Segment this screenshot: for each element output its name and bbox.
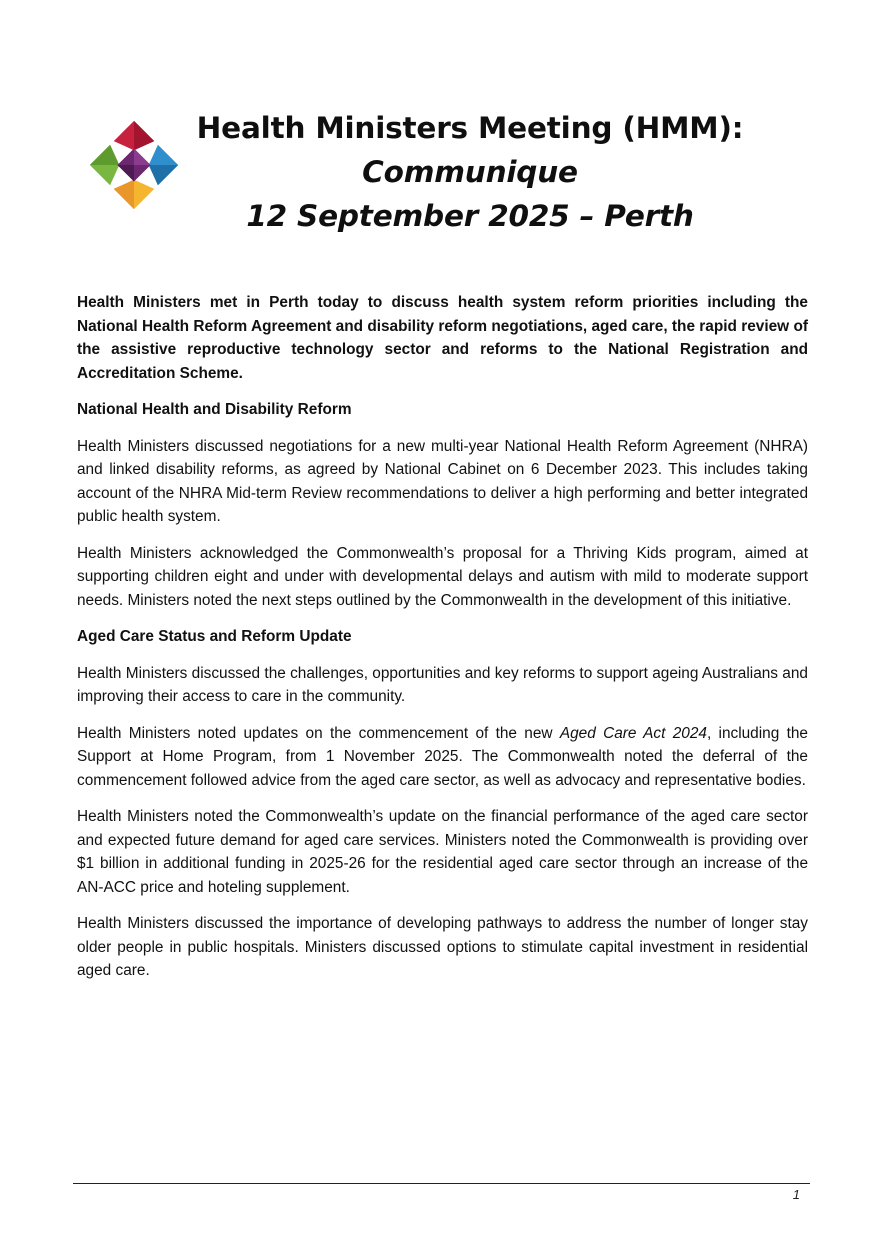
logo-top-shade [134,121,154,150]
paragraph [77,722,808,793]
logo-center-shade [134,148,151,165]
paragraph-text: Health Ministers noted updates on the commencement of the new [77,724,560,742]
paragraph: Health Ministers noted the Commonwealth’s update on the financial performance of the aged care sector and expected future demand for aged care services. Ministers noted the Commonwealth is providing over $1 billion in additional funding in 2025-26 for the residential aged care sector through an increase of the AN-ACC price and hoteling supplement. [77,808,808,896]
meeting-date-location: 12 September 2025 – Perth [246,199,694,233]
page-title [195,106,745,238]
paragraph: Health Ministers discussed the importance of developing pathways to address the number of longer stay older people in public hospitals. Ministers discussed options to stimulate capital investment in residential aged care. [77,915,808,979]
paragraph: Health Ministers acknowledged the Commonwealth’s proposal for a Thriving Kids program, aimed at supporting children eight and under with developmental delays and autism with mild to moderate support needs. Ministers noted the next steps outlined by the Commonwealth in the development of this initiative. [77,544,808,609]
lead-paragraph: Health Ministers met in Perth today to discuss health system reform priorities including the National Health Reform Agreement and disability reform negotiations, aged care, the rapid review of the assistive reproductive technology sector and reforms to the National Registration and Accreditation Scheme. [77,294,808,382]
communique-body [77,291,808,996]
hmm-logo [88,119,180,211]
page-number: 1 [792,1187,800,1202]
act-title: Aged Care Act 2024 [559,724,707,742]
logo-bottom-shade [114,180,134,209]
diamond-logo-icon [88,119,180,211]
logo-left-shade [90,145,119,165]
document-type: Communique [362,155,578,189]
section-heading-aged-care: Aged Care Status and Reform Update [77,628,352,645]
meeting-title: Health Ministers Meeting (HMM): [196,111,744,145]
footer-divider [73,1183,810,1184]
paragraph: Health Ministers discussed the challenges, opportunities and key reforms to support ageing Australians and improving their access to care in the community. [77,664,808,705]
paragraph-text: , including the Support at Home Program, from 1 November 2025. The Commonwealth noted the deferral of the commencement followed advice from the aged care sector, as well as advocacy and representative bodies. [77,724,808,789]
section-heading-health-disability: National Health and Disability Reform [77,401,352,418]
logo-center-dark [117,165,134,182]
paragraph: Health Ministers discussed negotiations for a new multi-year National Health Reform Agreement (NHRA) and linked disability reforms, as agreed by National Cabinet on 6 December 2023. This includes taking account of the NHRA Mid-term Review recommendations to deliver a high performing and better integrated public health system. [77,437,808,525]
logo-right-shade [149,165,178,185]
